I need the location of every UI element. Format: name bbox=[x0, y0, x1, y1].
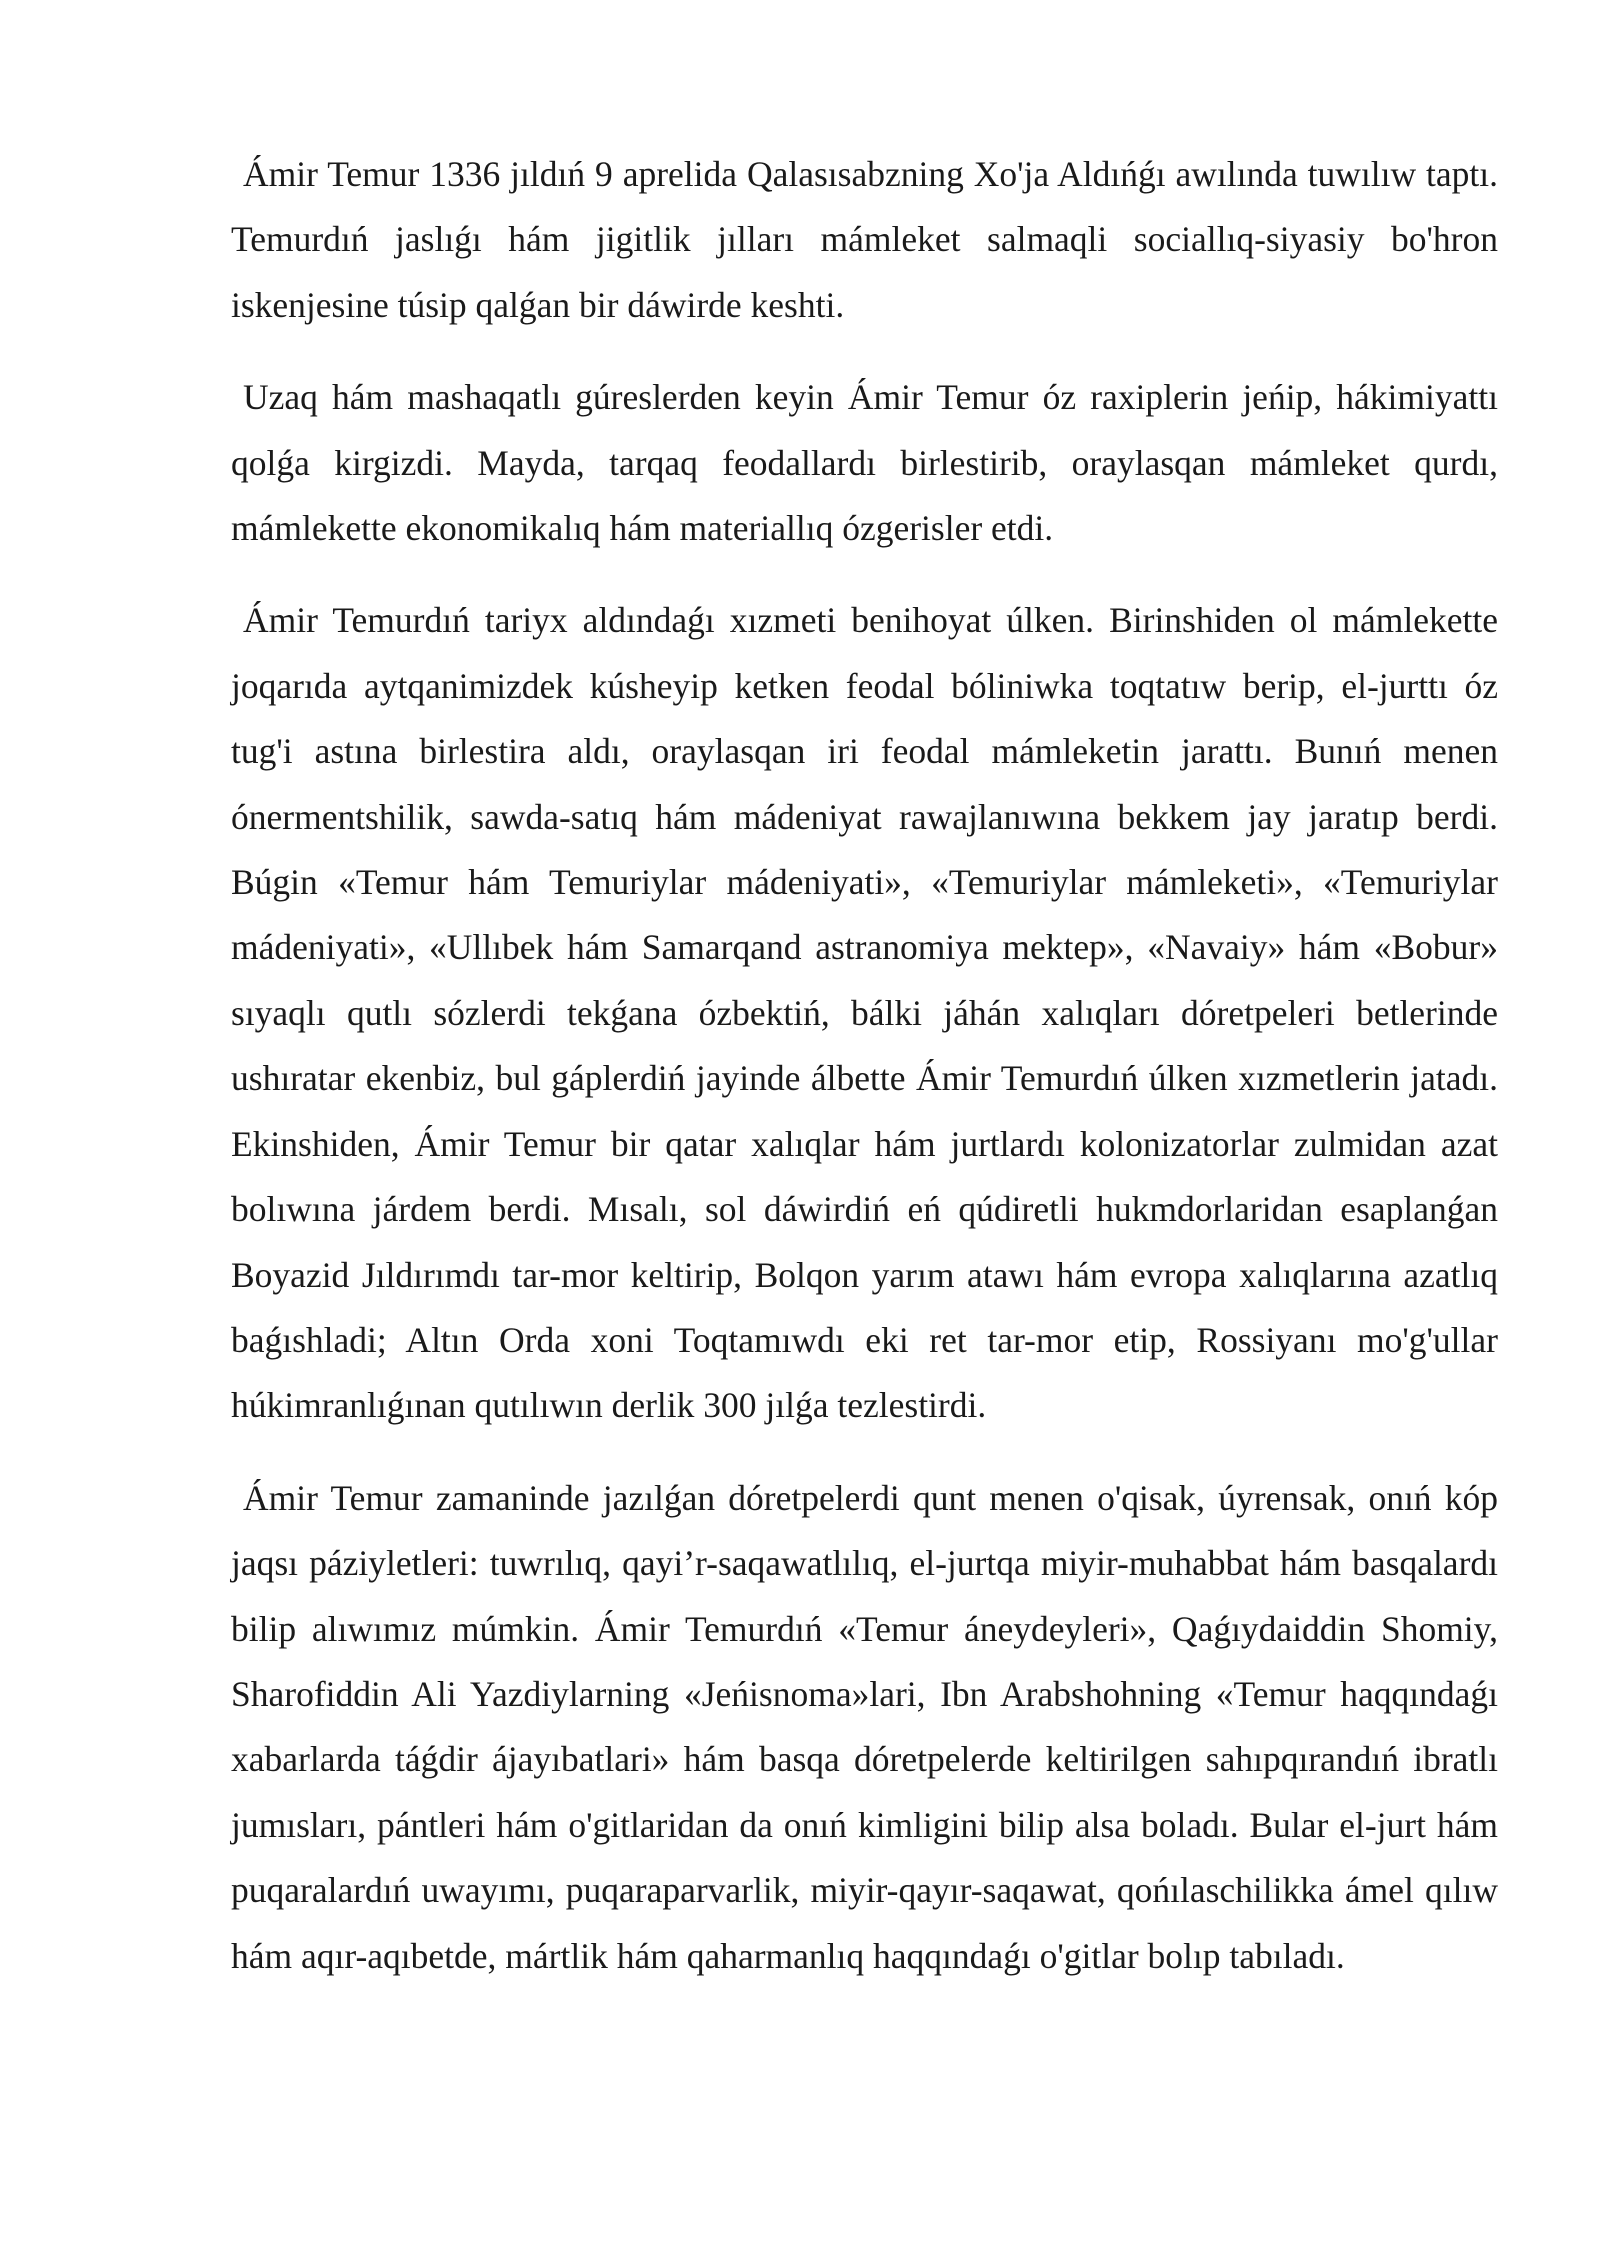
paragraph-2: Uzaq hám mashaqatlı gúreslerden keyin Ámir Temur óz raxiplerin jeńip, hákimiyattı qolǵa kirgizdi. Mayda, tarqaq feodallardı birlestirib, oraylasqan mámleket qurdı, mámlekette ekonomikalıq hám materiallıq ózgerisler etdi. bbox=[231, 377, 1498, 549]
paragraph-3: Ámir Temurdıń tariyx aldındaǵı xızmeti benihoyat úlken. Birinshiden ol mámlekette joqarıda aytqanimizdek kúsheyip ketken feodal bóliniwka toqtatıw berip, el-jurttı óz tug'i astına birlestira aldı, oraylasqan iri feodal mámleketin jarattı. Bunıń menen ónermentshilik, sawda-satıq hám mádeniyat rawajlanıwına bekkem jay jaratıp berdi. Búgin «Temur hám Temuriylar mádeniyati», «Temuriylar mámleketi», «Temuriylar mádeniyati», «Ullıbek hám Samarqand astranomiya mektep», «Navaiy» hám «Bobur» sıyaqlı qutlı sózlerdi tekǵana ózbektiń, bálki jáhán xalıqları dóretpeleri betlerinde ushıratar ekenbiz, bul gáplerdiń jayinde álbette Ámir Temurdıń úlken xızmetlerin jatadı. Ekinshiden, Ámir Temur bir qatar xalıqlar hám jurtlardı kolonizatorlar zulmidan azat bolıwına járdem berdi. Mısalı, sol dáwirdiń eń qúdiretli hukmdorlaridan esaplanǵan Boyazid Jıldırımdı tar-mor keltirip, Bolqon yarım atawı hám evropa xalıqlarına azatlıq baǵıshladi; Altın Orda xoni Toqtamıwdı eki ret tar-mor etip, Rossiyanı mo'g'ullar húkimranlıǵınan qutılıwın derlik 300 jılǵa tezlestirdi. bbox=[231, 600, 1498, 1426]
paragraph-4: Ámir Temur zamaninde jazılǵan dóretpelerdi qunt menen o'qisak, úyrensak, onıń kóp jaqsı páziyletleri: tuwrılıq, qayi’r-saqawatlılıq, el-jurtqa miyir-muhabbat hám basqalardı bilip alıwımız múmkin. Ámir Temurdıń «Temur áneydeyleri», Qaǵıydaiddin Shomiy, Sharofiddin Ali Yazdiylarning «Jeńisnoma»lari, Ibn Arabshohning «Temur haqqındaǵı xabarlarda táǵdir ájayıbatlari» hám basqa dóretpelerde keltirilgen sahıpqırandıń ibratlı jumısları, pántleri hám o'gitlaridan da onıń kimligini bilip alsa boladı. Bular el-jurt hám puqaralardıń uwayımı, puqaraparvarlik, miyir-qayır-saqawat, qońılaschilikka ámel qılıw hám aqır-aqıbetde, mártlik hám qaharmanlıq haqqındaǵı o'gitlar bolıp tabıladı. bbox=[231, 1477, 1498, 1976]
paragraph-1: Ámir Temur 1336 jıldıń 9 aprelida Qalasısabzning Xo'ja Aldıńǵı awılında tuwılıw taptı. Temurdıń jaslıǵı hám jigitlik jılları mámleket salmaqli sociallıq-siyasiy bo'hron iskenjesine túsip qalǵan bir dáwirde keshti. bbox=[231, 154, 1498, 325]
body-text bbox=[231, 142, 1498, 1989]
